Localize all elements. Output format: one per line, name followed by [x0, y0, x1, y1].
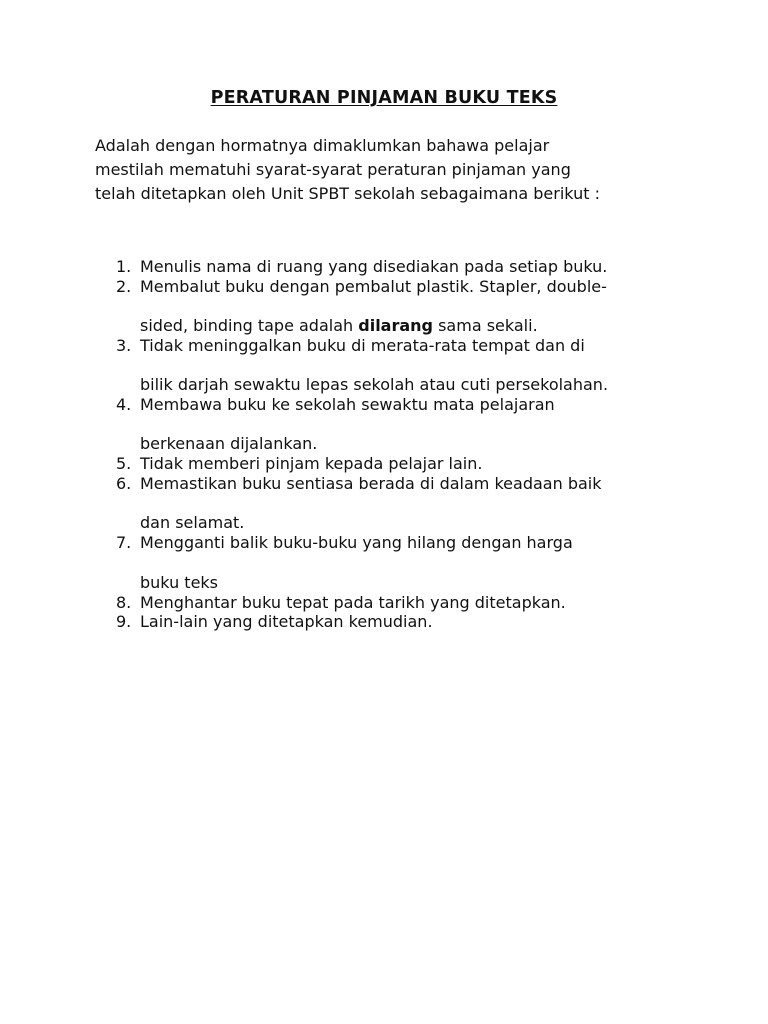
intro-line: Adalah dengan hormatnya dimaklumkan bahawa pelajar: [95, 136, 550, 155]
list-item-text: Tidak meninggalkan buku di merata-rata tempat dan di: [140, 336, 585, 355]
document-title: PERATURAN PINJAMAN BUKU TEKS: [210, 88, 558, 108]
list-item-text: Membalut buku dengan pembalut plastik. Stapler, double-: [140, 277, 607, 296]
list-item-number: 4.: [116, 395, 132, 414]
list-item-number: 5.: [116, 454, 132, 473]
list-item-number: 6.: [116, 474, 132, 493]
list-item-number: 8.: [116, 593, 132, 612]
list-item-number: 3.: [116, 336, 132, 355]
list-item-text: dan selamat.: [140, 513, 245, 532]
emphasis-text: dilarang: [358, 316, 433, 335]
list-item-number: 9.: [116, 612, 132, 631]
list-item-text: buku teks: [140, 573, 219, 592]
list-item-number: 1.: [116, 257, 132, 276]
list-item-text: sided, binding tape adalah: [140, 316, 359, 335]
intro-paragraph: [95, 134, 695, 206]
list-item-text: berkenaan dijalankan.: [140, 434, 318, 453]
list-item-text: Lain-lain yang ditetapkan kemudian.: [140, 612, 433, 631]
list-item-text: Mengganti balik buku-buku yang hilang dengan harga: [140, 533, 573, 552]
intro-line: mestilah mematuhi syarat-syarat peraturan pinjaman yang: [95, 160, 571, 179]
list-item-number: 2.: [116, 277, 132, 296]
list-item-text: sama sekali.: [433, 316, 538, 335]
list-item-text: bilik darjah sewaktu lepas sekolah atau cuti persekolahan.: [140, 375, 609, 394]
list-item-text: Memastikan buku sentiasa berada di dalam keadaan baik: [140, 474, 602, 493]
list-item-text: Tidak memberi pinjam kepada pelajar lain.: [140, 454, 483, 473]
list-item-text: Menulis nama di ruang yang disediakan pada setiap buku.: [140, 257, 608, 276]
list-item-text: Menghantar buku tepat pada tarikh yang ditetapkan.: [140, 593, 566, 612]
list-item-text: Membawa buku ke sekolah sewaktu mata pelajaran: [140, 395, 555, 414]
list-item-number: 7.: [116, 533, 132, 552]
intro-line: telah ditetapkan oleh Unit SPBT sekolah sebagaimana berikut :: [95, 184, 600, 203]
